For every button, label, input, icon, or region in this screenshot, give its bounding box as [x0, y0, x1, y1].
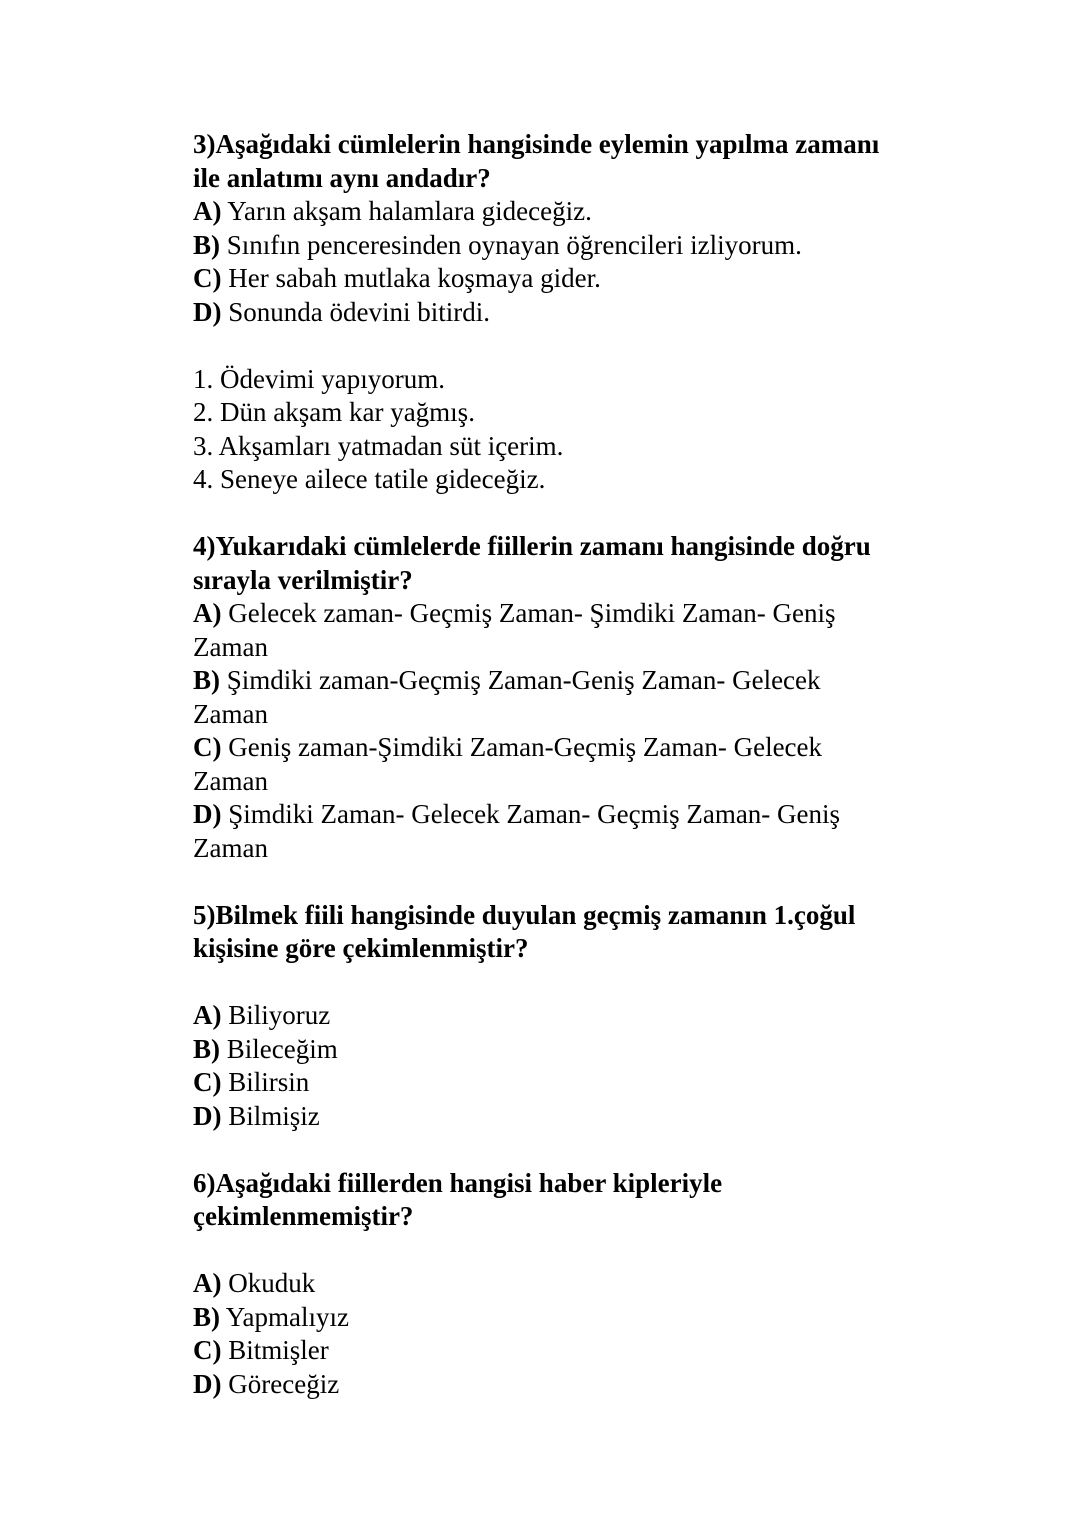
option-letter: C): [193, 732, 222, 762]
sentence-2: 2. Dün akşam kar yağmış.: [193, 397, 475, 427]
option-letter: C): [193, 1335, 222, 1365]
option-text: Bilmişiz: [221, 1100, 320, 1131]
question-5-stem-line-2: kişisine göre çekimlenmiştir?: [193, 933, 529, 963]
question-3-option-d[interactable]: [193, 296, 953, 330]
spacer: [193, 329, 953, 363]
option-text: Sonunda ödevini bitirdi.: [221, 296, 490, 327]
option-letter: B): [193, 229, 220, 260]
question-3-stem-line-2: ile anlatımı aynı andadır?: [193, 162, 491, 193]
option-letter: D): [193, 296, 222, 327]
question-4-stem-line-1: 4)Yukarıdaki cümlelerde fiillerin zamanı hangisinde doğru: [193, 531, 871, 561]
worksheet-page: [193, 128, 953, 1401]
option-letter: A): [193, 598, 222, 628]
option-text: Şimdiki zaman-Geçmiş Zaman-Geniş Zaman- Gelecek: [220, 665, 821, 695]
option-text: Bileceğim: [220, 1033, 338, 1064]
question-6-option-d[interactable]: [193, 1368, 953, 1402]
question-6: [193, 1167, 953, 1402]
option-letter: B): [193, 1301, 220, 1332]
spacer: [193, 966, 953, 1000]
option-text-continued: Zaman: [193, 832, 268, 863]
question-4-option-b[interactable]: [193, 664, 953, 731]
option-letter: D): [193, 799, 222, 829]
option-text: Gelecek zaman- Geçmiş Zaman- Şimdiki Zaman- Geniş: [221, 598, 836, 628]
question-5: [193, 899, 953, 1134]
sentence-4: 4. Seneye ailece tatile gideceğiz.: [193, 464, 546, 494]
option-letter: D): [193, 1368, 222, 1399]
sentence-1: 1. Ödevimi yapıyorum.: [193, 363, 445, 394]
option-letter: B): [193, 1033, 220, 1064]
option-text: Okuduk: [221, 1268, 316, 1298]
option-text: Biliyoruz: [221, 1000, 331, 1030]
option-text-continued: Zaman: [193, 698, 268, 729]
question-4: [193, 530, 953, 865]
question-5-option-d[interactable]: [193, 1100, 953, 1134]
question-3: [193, 128, 953, 329]
spacer: [193, 1234, 953, 1268]
option-text: Yapmalıyız: [220, 1301, 350, 1332]
option-letter: C): [193, 263, 222, 293]
sentence-3: 3. Akşamları yatmadan süt içerim.: [193, 430, 564, 461]
option-letter: B): [193, 665, 220, 695]
option-text: Bilirsin: [221, 1067, 310, 1097]
option-text: Şimdiki Zaman- Gelecek Zaman- Geçmiş Zaman- Geniş: [221, 799, 841, 829]
question-5-option-a[interactable]: [193, 999, 953, 1033]
question-6-option-a[interactable]: [193, 1267, 953, 1301]
question-3-option-a[interactable]: [193, 195, 953, 229]
option-letter: A): [193, 1000, 222, 1030]
option-letter: D): [193, 1100, 222, 1131]
option-letter: A): [193, 1268, 222, 1298]
option-text: Geniş zaman-Şimdiki Zaman-Geçmiş Zaman- Gelecek: [221, 732, 823, 762]
option-text: Göreceğiz: [221, 1368, 340, 1399]
option-letter: C): [193, 1067, 222, 1097]
spacer: [193, 865, 953, 899]
question-6-option-c[interactable]: [193, 1334, 953, 1368]
option-text-continued: Zaman: [193, 765, 268, 796]
question-4-option-c[interactable]: [193, 731, 953, 798]
question-5-stem-line-1: 5)Bilmek fiili hangisinde duyulan geçmiş zamanın 1.çoğul: [193, 899, 856, 930]
option-text: Yarın akşam halamlara gideceğiz.: [221, 196, 592, 226]
question-4-stem-line-2: sırayla verilmiştir?: [193, 564, 413, 595]
option-text: Bitmişler: [221, 1335, 329, 1365]
option-text: Sınıfın penceresinden oynayan öğrencileri izliyorum.: [220, 229, 802, 260]
question-3-option-c[interactable]: [193, 262, 953, 296]
question-5-option-b[interactable]: [193, 1033, 953, 1067]
question-3-stem-line-1: 3)Aşağıdaki cümlelerin hangisinde eylemin yapılma zamanı: [193, 129, 880, 159]
option-text-continued: Zaman: [193, 631, 268, 662]
question-6-stem-line-2: çekimlenmemiştir?: [193, 1201, 414, 1231]
numbered-sentences: [193, 363, 953, 497]
question-3-option-b[interactable]: [193, 229, 953, 263]
question-5-option-c[interactable]: [193, 1066, 953, 1100]
spacer: [193, 1133, 953, 1167]
option-text: Her sabah mutlaka koşmaya gider.: [221, 263, 601, 293]
question-4-option-d[interactable]: [193, 798, 953, 865]
question-6-stem-line-1: 6)Aşağıdaki fiillerden hangisi haber kipleriyle: [193, 1167, 723, 1198]
question-6-option-b[interactable]: [193, 1301, 953, 1335]
option-letter: A): [193, 196, 222, 226]
question-4-option-a[interactable]: [193, 597, 953, 664]
spacer: [193, 497, 953, 531]
